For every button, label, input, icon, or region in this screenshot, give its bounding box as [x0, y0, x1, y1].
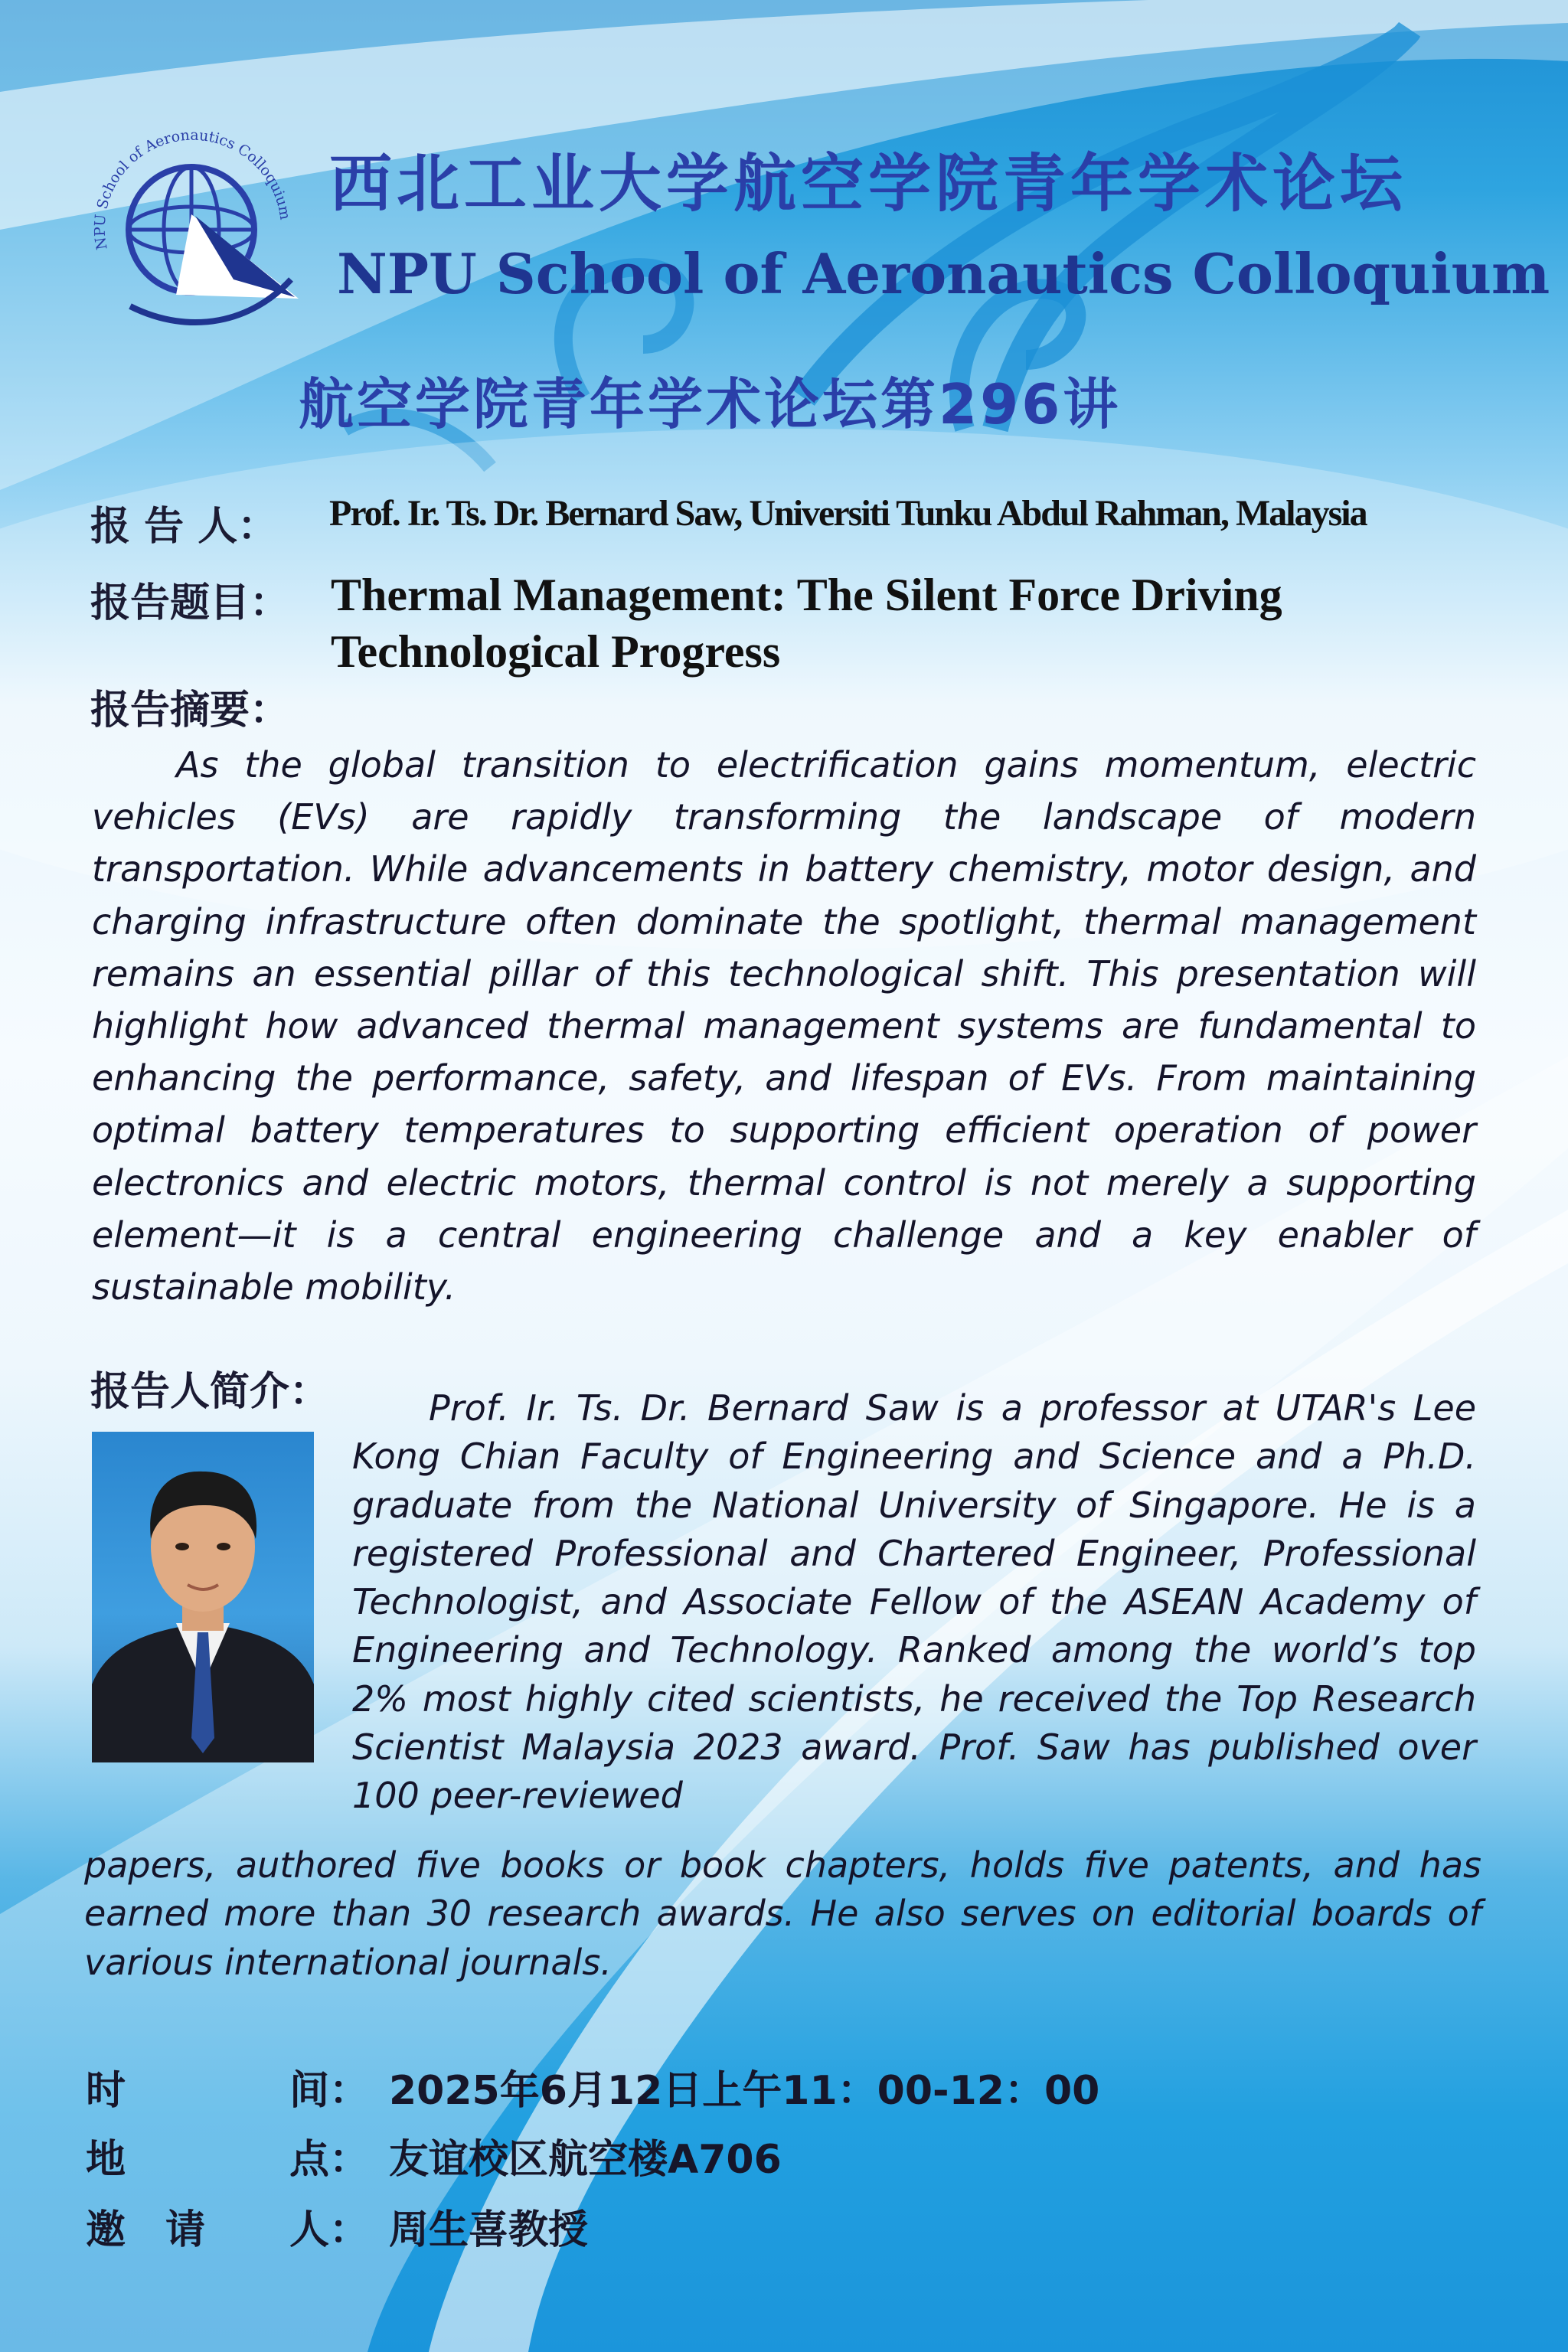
bio-text-part1: Prof. Ir. Ts. Dr. Bernard Saw is a professor at UTAR's Lee Kong Chian Faculty of Engineering and Science and a Ph.D. graduate from the National University of Singapore. He is a registered Professional and Chartered Engineer, Professional Technologist, and Associate Fellow of the ASEAN Academy of Engineering and Technology. Ranked among the world’s top 2% most highly cited scientists, he received the Top Research Scientist Malaysia 2023 award. Prof. Saw has published over 100 peer-reviewed	[352, 1387, 1476, 1817]
speaker-name: Prof. Ir. Ts. Dr. Bernard Saw, Universiti Tunku Abdul Rahman, Malaysia	[329, 493, 1367, 534]
host-label-a: 邀 请	[86, 2207, 206, 2253]
host-label-b: 人：	[289, 2207, 370, 2253]
place-label-b: 点：	[289, 2137, 370, 2183]
abstract-label: 报告摘要：	[90, 688, 290, 733]
colloquium-title-en: NPU School of Aeronautics Colloquium	[337, 241, 1550, 306]
event-time: 2025年6月12日上午11：00-12：00	[389, 2068, 1100, 2114]
talk-title: Thermal Management: The Silent Force Driving Technological Progress	[331, 570, 1282, 677]
speaker-photo	[92, 1432, 314, 1762]
npu-colloquium-logo	[77, 115, 306, 345]
logo-ring-text: NPU School of Aeronautics Colloquium	[91, 126, 294, 251]
speaker-label: 报 告 人：	[90, 504, 278, 550]
time-label-a: 时	[86, 2068, 126, 2114]
event-host: 周生喜教授	[389, 2207, 589, 2253]
place-label-a: 地	[86, 2137, 126, 2183]
talk-title-label: 报告题目：	[90, 580, 290, 626]
abstract-text: As the global transition to electrification gains momentum, electric vehicles (EVs) are rapidly transforming the landscape of modern transportation. While advancements in battery chemistry, motor design, and charging infrastructure often dominate the spotlight, thermal management remains an essential pillar of this technological shift. This presentation will highlight how advanced thermal management systems are fundamental to enhancing the performance, safety, and lifespan of EVs. From maintaining optimal battery temperatures to supporting efficient operation of power electronics and electric motors, thermal control is not merely a supporting element—it is a central engineering challenge and a key enabler of sustainable mobility.	[92, 744, 1476, 1308]
time-label-b: 间：	[289, 2068, 370, 2114]
bio-label: 报告人简介：	[90, 1369, 330, 1415]
colloquium-title-cn: 西北工业大学航空学院青年学术论坛	[329, 148, 1408, 220]
event-place: 友谊校区航空楼A706	[389, 2137, 782, 2183]
lecture-number: 航空学院青年学术论坛第296讲	[299, 372, 1122, 436]
bio-text-part2: papers, authored five books or book chapters, holds five patents, and has earned more than 30 research awards. He also serves on editorial boards of various international journals.	[84, 1844, 1481, 1983]
